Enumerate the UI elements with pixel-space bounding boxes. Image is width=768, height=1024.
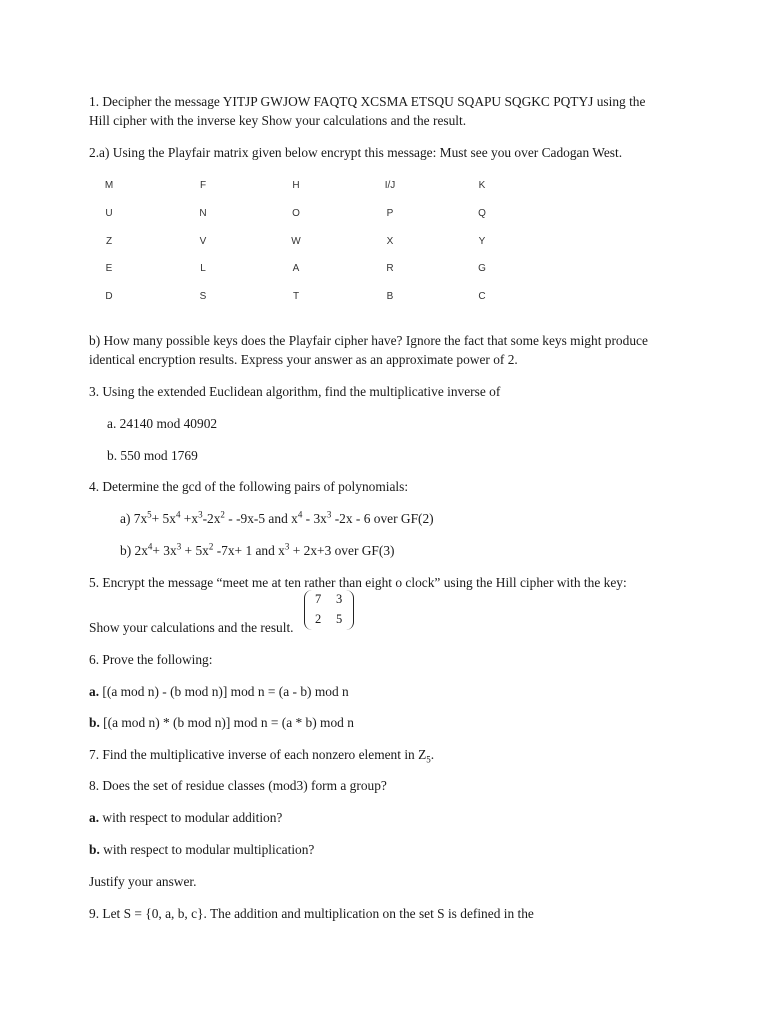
q6-part-b: b. [(a mod n) * (b mod n)] mod n = (a * b) mod n [89, 715, 354, 730]
playfair-cell: U [105, 208, 113, 219]
q2b-line2: identical encryption results. Express your answer as an approximate power of 2. [89, 352, 518, 367]
q9-text: 9. Let S = {0, a, b, c}. The addition and multiplication on the set S is defined in the [89, 906, 534, 921]
matrix-left-bracket [304, 590, 313, 630]
q6-stem: 6. Prove the following: [89, 652, 213, 667]
playfair-cell: A [292, 263, 300, 274]
q5-line2: Show your calculations and the result. [89, 620, 294, 635]
playfair-cell: L [200, 263, 206, 274]
q8-part-b: b. with respect to modular multiplication? [89, 842, 315, 857]
playfair-cell: K [478, 180, 486, 191]
playfair-cell: M [104, 180, 114, 191]
playfair-cell: C [478, 291, 486, 302]
playfair-cell: G [478, 263, 486, 274]
q3-stem: 3. Using the extended Euclidean algorithm, find the multiplicative inverse of [89, 384, 501, 399]
q8-stem: 8. Does the set of residue classes (mod3) form a group? [89, 778, 387, 793]
q7-text: 7. Find the multiplicative inverse of each nonzero element in $Z_5$. [89, 747, 435, 765]
playfair-cell: D [105, 291, 113, 302]
playfair-cell: S [199, 291, 207, 302]
q4-part-b: b) $2x^4+ 3x^3 + 5x^2$ -7x+ 1 and $x^3 + 2x+3$ over GF(3) [120, 541, 395, 558]
matrix-cell: 2 [315, 612, 322, 626]
q2a-text: 2.a) Using the Playfair matrix given below encrypt this message: Must see you over Cadogan West. [89, 145, 623, 160]
q1-line1: 1. Decipher the message YITJP GWJOW FAQTQ XCSMA ETSQU SQAPU SQGKC PQTYJ using the [89, 94, 646, 109]
q3-part-b: b. 550 mod 1769 [107, 448, 198, 463]
q4-stem: 4. Determine the gcd of the following pairs of polynomials: [89, 479, 409, 494]
playfair-cell: R [386, 263, 394, 274]
q8-part-a: a. with respect to modular addition? [89, 810, 283, 825]
playfair-cell: Y [478, 236, 486, 247]
matrix-right-bracket [345, 590, 354, 630]
playfair-cell: P [386, 208, 394, 219]
playfair-cell: V [199, 236, 207, 247]
playfair-cell: B [386, 291, 394, 302]
playfair-cell: X [386, 236, 394, 247]
playfair-cell: Z [105, 236, 113, 247]
q3-part-a: a. 24140 mod 40902 [107, 416, 218, 431]
q4-part-a: a) $7x^5+ 5x^4 +x^3-2x^2 - -9x-5$ and $x^4 - 3x^3$ -2x - 6 over GF(2) [120, 509, 434, 526]
q2b-line1: b) How many possible keys does the Playfair cipher have? Ignore the fact that some keys might produce [89, 333, 648, 348]
playfair-cell: Q [478, 208, 486, 219]
playfair-cell: W [291, 236, 301, 247]
matrix-cell: 3 [336, 592, 343, 606]
q6-part-a: a. [(a mod n) - (b mod n)] mod n = (a - b) mod n [89, 684, 349, 699]
playfair-cell: E [105, 263, 113, 274]
q8-justify: Justify your answer. [89, 874, 197, 889]
matrix-cell: 7 [315, 592, 322, 606]
playfair-cell: O [292, 208, 300, 219]
q1-line2: Hill cipher with the inverse key Show your calculations and the result. [89, 113, 467, 128]
playfair-cell: T [292, 291, 300, 302]
playfair-cell: I/J [384, 180, 396, 191]
hill-key-matrix [304, 590, 354, 632]
playfair-cell: H [292, 180, 300, 191]
q5-line1: 5. Encrypt the message “meet me at ten rather than eight o clock” using the Hill cipher with the key: [89, 575, 627, 590]
matrix-cell: 5 [336, 612, 343, 626]
playfair-cell: N [199, 208, 207, 219]
playfair-cell: F [199, 180, 207, 191]
